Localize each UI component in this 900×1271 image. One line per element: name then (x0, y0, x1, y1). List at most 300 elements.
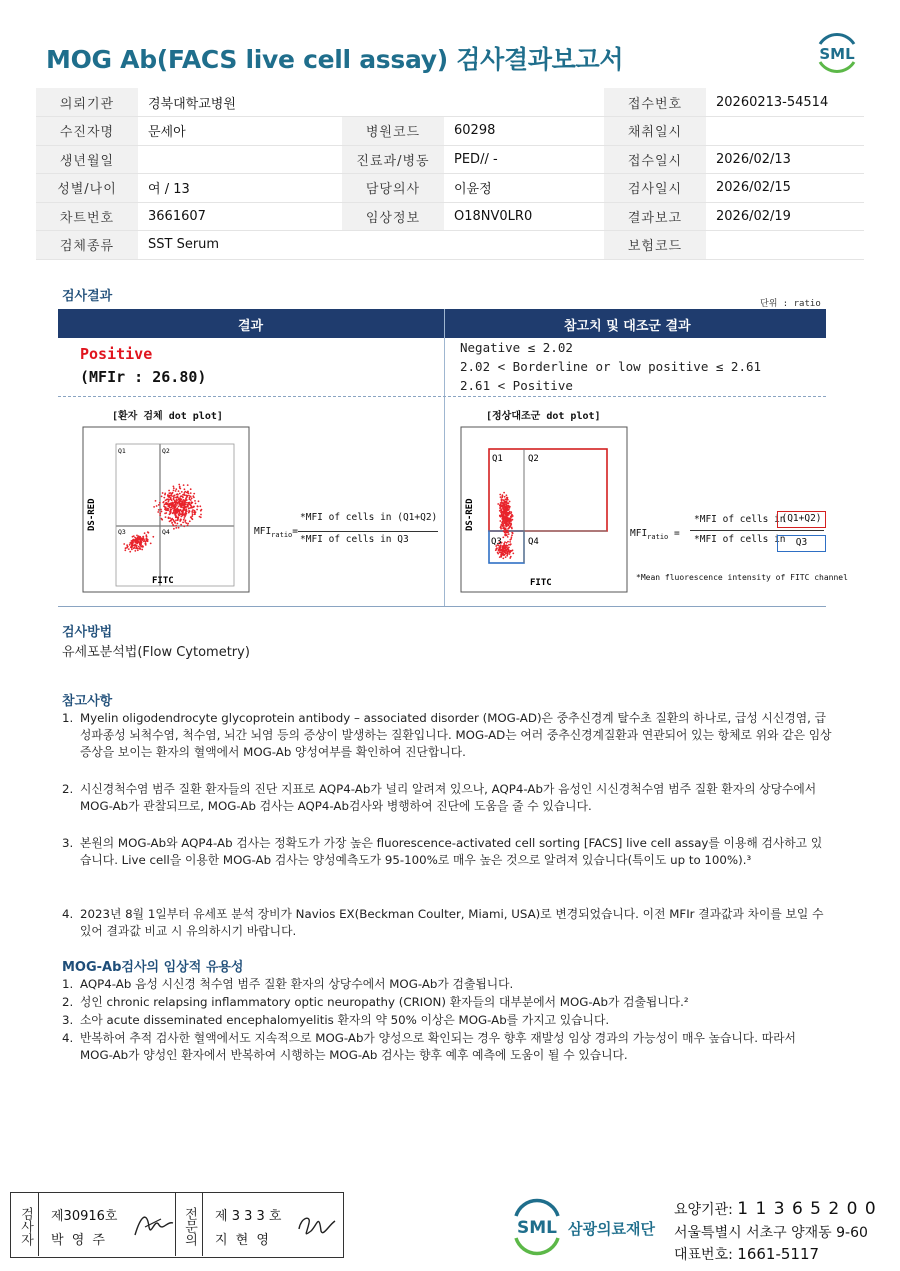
dot (161, 511, 163, 513)
y-axis-label: DS-RED (465, 498, 475, 531)
info-label: 수진자명 (36, 117, 138, 146)
dot (497, 503, 499, 505)
dot (511, 534, 513, 536)
dot (180, 505, 182, 507)
dot (174, 522, 176, 524)
dot (168, 492, 170, 494)
dot (132, 542, 134, 544)
dot (172, 507, 174, 509)
dot (183, 509, 185, 511)
dot (159, 502, 161, 504)
logo-text: SML (819, 45, 855, 63)
dot (506, 494, 508, 496)
info-row (36, 145, 864, 174)
dot (181, 513, 183, 515)
dot (500, 525, 502, 527)
reference-negative: Negative ≤ 2.02 (460, 340, 573, 355)
dot (501, 500, 503, 502)
inspector-name: 박 영 주 (51, 1233, 107, 1248)
dot (506, 507, 508, 509)
utility-title: MOG-Ab검사의 임상적 유용성 (62, 960, 244, 975)
fraction-bar (298, 531, 438, 532)
note-item (62, 906, 832, 940)
info-label: 접수번호 (604, 88, 706, 117)
dot (505, 522, 507, 524)
dot (144, 532, 146, 534)
dot (169, 498, 171, 500)
q3-label: Q3 (491, 537, 502, 547)
mfi-label: MFI (630, 528, 648, 539)
dot (158, 509, 160, 511)
dot (187, 523, 189, 525)
numerator-box: (Q1+Q2) (777, 511, 826, 528)
dot (128, 548, 130, 550)
dot (152, 536, 154, 538)
dot (138, 538, 140, 540)
mfi-sub: ratio (271, 530, 293, 539)
dot (132, 544, 134, 546)
note-text: 본원의 MOG-Ab와 AQP4-Ab 검사는 정확도가 가장 높은 fluorescence-activated cell sorting [FACS] live cell assay를 이용해 검사하고 있습니다. Live cell을 이용한 MOG-Ab 검사는 양성예측도가 95-100%로 매우 높은 것으로 알려져 있습니다(특이도 up to 100%).³ (80, 836, 823, 867)
info-receipt-no: 20260213-54514 (706, 88, 864, 117)
dot (502, 553, 504, 555)
dot (183, 484, 185, 486)
dot (506, 542, 508, 544)
dot (170, 520, 172, 522)
dot (174, 504, 176, 506)
dot (173, 486, 175, 488)
dot (139, 537, 141, 539)
dot (166, 499, 168, 501)
utility-number: 2. (62, 995, 74, 1009)
dot (172, 502, 174, 504)
dot (181, 491, 183, 493)
dot (185, 520, 187, 522)
note-number: 3. (62, 836, 74, 850)
patient-info-table (36, 88, 864, 260)
dot (184, 521, 186, 523)
dot (165, 503, 167, 505)
dot (510, 556, 512, 558)
mfi-numerator-right: *MFI of cells in (694, 514, 786, 525)
dot (177, 523, 179, 525)
dot (139, 548, 141, 550)
dot (507, 499, 509, 501)
info-label: 성별/나이 (36, 174, 138, 203)
dot (171, 518, 173, 520)
dot (123, 543, 125, 545)
dot (148, 532, 150, 534)
utility-number: 3. (62, 1013, 74, 1027)
dot (137, 541, 139, 543)
dot (499, 494, 501, 496)
dot (507, 553, 509, 555)
dot (510, 522, 512, 524)
dot (186, 510, 188, 512)
dot (502, 495, 504, 497)
patient-dot-plot (82, 426, 252, 596)
dot (183, 507, 185, 509)
dot (502, 526, 504, 528)
dot (182, 522, 184, 524)
reference-borderline: 2.02 < Borderline or low positive ≤ 2.61 (460, 359, 762, 374)
dot (191, 501, 193, 503)
dot (508, 505, 510, 507)
dot (172, 512, 174, 514)
inspector-no: 제30916호 (51, 1209, 118, 1224)
plot-frame (461, 427, 627, 592)
dot (509, 539, 511, 541)
dot (504, 531, 506, 533)
dot (503, 546, 505, 548)
dot (174, 495, 176, 497)
dot (178, 490, 180, 492)
dot (171, 503, 173, 505)
address: 서울특별시 서초구 양재동 9-60 (674, 1225, 868, 1241)
dot (175, 501, 177, 503)
reference-positive: 2.61 < Positive (460, 378, 573, 393)
dot (510, 511, 512, 513)
dot (173, 498, 175, 500)
dot (499, 515, 501, 517)
dot (184, 488, 186, 490)
dot (139, 544, 141, 546)
mfi-footnote: *Mean fluorescence intensity of FITC channel (636, 573, 848, 582)
utility-item (62, 994, 832, 1011)
dot (511, 536, 513, 538)
info-row (36, 174, 864, 203)
note-item (62, 710, 832, 761)
dot (501, 504, 503, 506)
dot (187, 484, 189, 486)
dot (175, 519, 177, 521)
dot (130, 546, 132, 548)
dot (508, 547, 510, 549)
dot (159, 514, 161, 516)
dot (503, 492, 505, 494)
utility-item (62, 1012, 832, 1029)
dot (180, 524, 182, 526)
dot (175, 525, 177, 527)
method-text: 유세포분석법(Flow Cytometry) (62, 645, 250, 660)
dot (182, 503, 184, 505)
info-clinical: O18NV0LR0 (444, 202, 604, 231)
dot (501, 512, 503, 514)
phone: 1661-5117 (737, 1245, 820, 1263)
dot (183, 519, 185, 521)
dot (499, 506, 501, 508)
dot (190, 496, 192, 498)
dot (145, 534, 147, 536)
utility-text: 소아 acute disseminated encephalomyelitis 환자의 약 50% 이상은 MOG-Ab를 가지고 있습니다. (80, 1013, 610, 1027)
dot (193, 506, 195, 508)
dot (132, 536, 134, 538)
dot (192, 518, 194, 520)
dot (159, 512, 161, 514)
dot (173, 487, 175, 489)
dot (512, 519, 514, 521)
dot (178, 506, 180, 508)
dot (504, 509, 506, 511)
control-plot-title: [정상대조군 dot plot] (486, 411, 601, 422)
dot (175, 490, 177, 492)
dot (197, 506, 199, 508)
dot (155, 500, 157, 502)
dot (504, 501, 506, 503)
dot (199, 516, 201, 518)
dot (506, 549, 508, 551)
dot (177, 493, 179, 495)
note-item (62, 835, 832, 869)
info-row (36, 202, 864, 231)
dot (504, 496, 506, 498)
dot (184, 503, 186, 505)
dot (178, 501, 180, 503)
dot (175, 515, 177, 517)
specialist-label: 전문의 (175, 1193, 203, 1256)
dot (187, 504, 189, 506)
dot (503, 516, 505, 518)
dot (179, 499, 181, 501)
dot (506, 518, 508, 520)
info-chart-no: 3661607 (138, 202, 342, 231)
dot (508, 544, 510, 546)
info-doctor: 이윤정 (444, 174, 604, 203)
dot (507, 536, 509, 538)
dot (173, 490, 175, 492)
signature-box (10, 1192, 344, 1258)
dot (509, 520, 511, 522)
utility-item (62, 976, 832, 993)
dot (500, 502, 502, 504)
dot (499, 520, 501, 522)
dot (133, 540, 135, 542)
dot (195, 511, 197, 513)
utility-text: 성인 chronic relapsing inflammatory optic neuropathy (CRION) 환자들의 대부분에서 MOG-Ab가 검출됩니다.² (80, 995, 689, 1009)
dot (164, 494, 166, 496)
dot (200, 514, 202, 516)
dot (171, 499, 173, 501)
info-row (36, 231, 864, 260)
page-title: MOG Ab(FACS live cell assay) 검사결과보고서 (46, 45, 624, 74)
org-logo-text: SML (517, 1218, 557, 1238)
dot (153, 506, 155, 508)
dot (189, 520, 191, 522)
dot (174, 509, 176, 511)
dot (172, 492, 174, 494)
note-number: 2. (62, 782, 74, 796)
utility-text: 반복하여 추적 검사한 혈액에서도 지속적으로 MOG-Ab가 양성으로 확인되는 경우 향후 재발성 임상 경과의 가능성이 매우 높습니다. 따라서 MOG-Ab가 양성인 환자에서 반복하여 시행하는 MOG-Ab 검사는 향후 예후 예측에 도움이 될 수 있습니다. (80, 1031, 796, 1062)
dot (507, 512, 509, 514)
dot (194, 513, 196, 515)
dot (190, 488, 192, 490)
dot (177, 509, 179, 511)
dot (176, 504, 178, 506)
dot (124, 549, 126, 551)
dot (188, 493, 190, 495)
dot (507, 509, 509, 511)
dot (509, 526, 511, 528)
info-label: 생년월일 (36, 145, 138, 174)
info-birth (138, 145, 342, 174)
phone-label: 대표번호: (674, 1247, 733, 1263)
inspector-signature (131, 1207, 177, 1243)
notes-title: 참고사항 (62, 694, 113, 709)
dot (180, 495, 182, 497)
q2-label: Q2 (162, 447, 170, 455)
q1-label: Q1 (118, 447, 126, 455)
note-number: 4. (62, 907, 74, 921)
dot (187, 491, 189, 493)
dot (187, 506, 189, 508)
q4-label: Q4 (528, 537, 539, 547)
dot (507, 532, 509, 534)
care-code-row (674, 1199, 877, 1219)
info-label: 보험코드 (604, 231, 706, 260)
info-label: 차트번호 (36, 202, 138, 231)
dot (501, 514, 503, 516)
info-label: 병원코드 (342, 117, 444, 146)
col-reference-header: 참고치 및 대조군 결과 (564, 319, 691, 334)
dot (170, 509, 172, 511)
dot (145, 543, 147, 545)
dot (183, 525, 185, 527)
dot (185, 506, 187, 508)
dot (503, 544, 505, 546)
dot (136, 535, 138, 537)
dot (175, 513, 177, 515)
x-axis-label: FITC (530, 578, 552, 588)
sml-logo (812, 30, 862, 76)
dot (511, 550, 513, 552)
dot (502, 537, 504, 539)
dot (175, 488, 177, 490)
dot (506, 524, 508, 526)
dot (188, 512, 190, 514)
dot (511, 527, 513, 529)
dot (179, 493, 181, 495)
dot (150, 543, 152, 545)
info-label: 임상정보 (342, 202, 444, 231)
dot (191, 497, 193, 499)
dot (504, 548, 506, 550)
dot (500, 496, 502, 498)
dot (190, 499, 192, 501)
dot (167, 503, 169, 505)
dot (509, 541, 511, 543)
dot (199, 505, 201, 507)
dot (138, 535, 140, 537)
dot (511, 532, 513, 534)
dot (179, 486, 181, 488)
dot (135, 542, 137, 544)
dot (133, 548, 135, 550)
mfi-denominator-left: *MFI of cells in Q3 (300, 534, 409, 545)
utility-item (62, 1030, 832, 1064)
dot (200, 510, 202, 512)
note-number: 1. (62, 711, 74, 725)
result-section-title: 검사결과 (62, 289, 113, 304)
dot (171, 505, 173, 507)
note-item (62, 781, 832, 815)
info-hospital-code: 60298 (444, 117, 604, 146)
info-label: 채취일시 (604, 117, 706, 146)
dot (179, 509, 181, 511)
dot (168, 501, 170, 503)
dot (169, 511, 171, 513)
dot (191, 510, 193, 512)
dot (138, 546, 140, 548)
info-insurance (706, 231, 864, 260)
info-patient: 문세아 (138, 117, 342, 146)
dot (196, 509, 198, 511)
dot (190, 505, 192, 507)
info-collect-date (706, 117, 864, 146)
dot (160, 509, 162, 511)
inspector-label: 검사자 (11, 1193, 39, 1256)
dot (162, 492, 164, 494)
dot (188, 508, 190, 510)
dot (185, 498, 187, 500)
dot (145, 540, 147, 542)
dot (511, 515, 513, 517)
phone-row (674, 1244, 819, 1264)
dot (502, 558, 504, 560)
dot (176, 497, 178, 499)
dot (502, 520, 504, 522)
dot (136, 547, 138, 549)
mfi-sub: ratio (647, 532, 669, 541)
dot (163, 501, 165, 503)
dot (143, 540, 145, 542)
org-logo-icon (510, 1198, 564, 1256)
dot (186, 502, 188, 504)
dot (505, 545, 507, 547)
dot (177, 516, 179, 518)
dot (141, 549, 143, 551)
info-row (36, 117, 864, 146)
info-dept: PED// - (444, 145, 604, 174)
unit-label: 단위 : ratio (760, 299, 821, 309)
dot (165, 512, 167, 514)
info-institution: 경북대학교병원 (138, 88, 604, 117)
utility-text: AQP4-Ab 음성 시신경 척수염 범주 질환 환자의 상당수에서 MOG-Ab가 검출됩니다. (80, 977, 514, 991)
dot (167, 505, 169, 507)
dot (506, 555, 508, 557)
dot (507, 545, 509, 547)
col-result-header: 결과 (238, 319, 264, 334)
utility-number: 4. (62, 1031, 74, 1045)
info-label: 검체종류 (36, 231, 138, 260)
info-label: 검사일시 (604, 174, 706, 203)
q3-label: Q3 (118, 528, 126, 536)
q4-label: Q4 (162, 528, 170, 536)
dot (157, 511, 159, 513)
control-dot-plot (460, 426, 630, 596)
dot (512, 553, 514, 555)
mfi-numerator-left: *MFI of cells in (Q1+Q2) (300, 512, 438, 523)
specialist-signature (293, 1207, 339, 1243)
dot (167, 494, 169, 496)
info-label: 의뢰기관 (36, 88, 138, 117)
mfi-denominator-right: *MFI of cells in (694, 534, 786, 545)
dot (167, 508, 169, 510)
dot (188, 510, 190, 512)
dot (178, 527, 180, 529)
dot (145, 538, 147, 540)
care-code-label: 요양기관: (674, 1202, 733, 1218)
dot (186, 495, 188, 497)
dot (508, 533, 510, 535)
